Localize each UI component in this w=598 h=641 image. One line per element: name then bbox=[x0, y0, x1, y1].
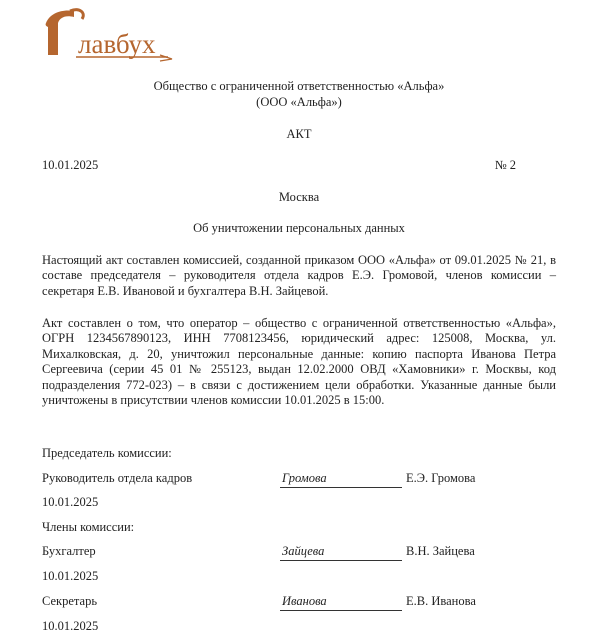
signer-name: Е.В. Иванова bbox=[406, 594, 476, 608]
document-type: АКТ bbox=[286, 127, 312, 141]
org-short-name: (ООО «Альфа») bbox=[256, 95, 342, 109]
paragraph-destruction: Акт составлен о том, что оператор – общество с ограниченной ответственностью «Альфа», ОГРН 1234567890123, ИНН 7708123456, юридический адрес: 125008, Москва, ул. Михалковская, д. 20, уничтожил персональные данные: копию паспорта Иванова Петра Сергеевича (серии 45 01 № 255123, выдан 12.02.2000 ОВД «Хамовники» г. Москвы, код подразделения 772-023) – в связи с достижением цели обработки. Указанные данные были уничтожены в присутствии членов комиссии 10.01.2025 в 15:00. bbox=[42, 316, 556, 408]
signer-name: В.Н. Зайцева bbox=[406, 544, 475, 558]
signature-date: 10.01.2025 bbox=[42, 569, 99, 583]
logo-mark bbox=[40, 5, 180, 63]
signature-date: 10.01.2025 bbox=[42, 495, 99, 509]
chairman-heading: Председатель комиссии: bbox=[42, 446, 172, 460]
signer-position: Бухгалтер bbox=[42, 544, 96, 558]
signature-line: Иванова bbox=[280, 594, 402, 611]
paragraph-commission: Настоящий акт составлен комиссией, созданной приказом ООО «Альфа» от 09.01.2025 № 21, в составе председателя – руководителя отдела кадров Е.Э. Громовой, членов комиссии – секретаря Е.В. Ивановой и бухгалтера В.Н. Зайцевой. bbox=[42, 253, 556, 298]
document-number: № 2 bbox=[494, 158, 516, 172]
signature-line: Зайцева bbox=[280, 544, 402, 561]
document-subject: Об уничтожении персональных данных bbox=[193, 221, 405, 235]
members-heading: Члены комиссии: bbox=[42, 520, 135, 534]
city: Москва bbox=[278, 190, 320, 204]
logo-text: лавбух bbox=[78, 29, 156, 59]
signer-position: Секретарь bbox=[42, 594, 98, 608]
signature-date: 10.01.2025 bbox=[42, 619, 99, 633]
signer-position: Руководитель отдела кадров bbox=[42, 471, 193, 485]
signature-line: Громова bbox=[280, 471, 402, 488]
signer-name: Е.Э. Громова bbox=[406, 471, 476, 485]
org-full-name: Общество с ограниченной ответственностью «Альфа» bbox=[153, 79, 445, 93]
glavbukh-logo bbox=[40, 5, 180, 63]
document-date: 10.01.2025 bbox=[42, 158, 99, 172]
